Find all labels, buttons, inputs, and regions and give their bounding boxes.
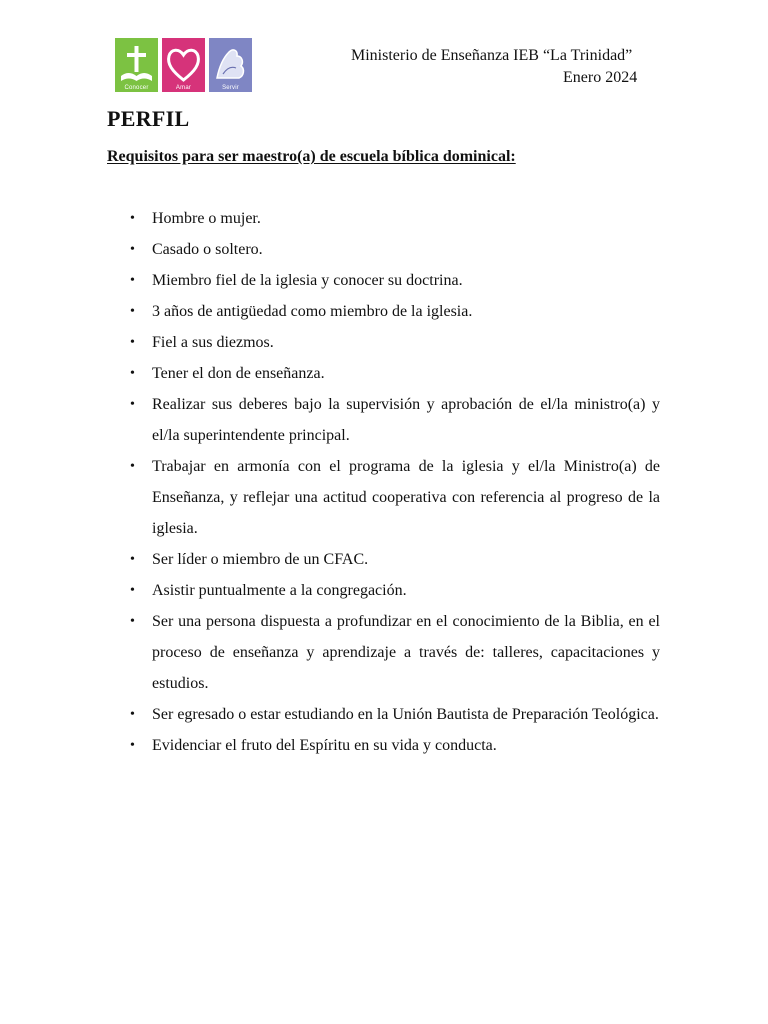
requirement-text: Fiel a sus diezmos. xyxy=(152,334,274,351)
list-item xyxy=(130,544,660,575)
cross-book-icon xyxy=(115,38,158,92)
requirements-list xyxy=(130,203,660,761)
list-item xyxy=(130,358,660,389)
list-item xyxy=(130,389,660,451)
ministry-logos xyxy=(115,38,252,92)
logo-label-amar: Amar xyxy=(175,85,192,91)
requirement-text: Miembro fiel de la iglesia y conocer su doctrina. xyxy=(152,272,463,289)
list-item xyxy=(130,704,660,725)
bullet: • xyxy=(130,707,135,722)
bullet: • xyxy=(130,366,135,381)
logo-servir xyxy=(209,38,252,92)
list-item xyxy=(130,296,660,327)
list-item xyxy=(130,234,660,265)
page-title: PERFIL xyxy=(107,106,190,131)
requirements-heading: Requisitos para ser maestro(a) de escuela bíblica dominical: xyxy=(107,148,516,165)
requirement-text: Realizar sus deberes bajo la supervisión y aprobación de el/la ministro(a) y el/la superintendente principal. xyxy=(152,396,660,444)
list-item xyxy=(130,327,660,358)
requirement-text: Evidenciar el fruto del Espíritu en su vida y conducta. xyxy=(152,737,497,754)
bullet: • xyxy=(130,583,135,598)
requirement-text: Ser líder o miembro de un CFAC. xyxy=(152,551,369,568)
requirement-text: Ser egresado o estar estudiando en la Unión Bautista de Preparación Teológica. xyxy=(152,706,659,723)
requirement-text: Trabajar en armonía con el programa de la iglesia y el/la Ministro(a) de Enseñanza, y reflejar una actitud cooperativa con referencia al progreso de la iglesia. xyxy=(152,458,660,537)
bullet: • xyxy=(130,738,135,753)
bullet: • xyxy=(130,459,135,474)
requirement-text: 3 años de antigüedad como miembro de la iglesia. xyxy=(152,303,473,320)
list-item xyxy=(130,730,660,761)
logo-label-conocer: Conocer xyxy=(124,85,149,91)
list-item xyxy=(130,265,660,296)
document-date: Enero 2024 xyxy=(563,69,638,86)
bullet: • xyxy=(130,335,135,350)
bullet: • xyxy=(130,242,135,257)
logo-amar xyxy=(162,38,205,92)
list-item xyxy=(130,575,660,606)
requirement-text: Hombre o mujer. xyxy=(152,210,261,227)
bullet: • xyxy=(130,614,135,629)
organization-name: Ministerio de Enseñanza IEB “La Trinidad” xyxy=(351,47,633,64)
hands-icon xyxy=(209,38,252,92)
list-item xyxy=(130,451,660,544)
bullet: • xyxy=(130,552,135,567)
list-item xyxy=(130,606,660,699)
list-item xyxy=(130,203,660,234)
bullet: • xyxy=(130,397,135,412)
requirement-text: Ser una persona dispuesta a profundizar en el conocimiento de la Biblia, en el proceso de enseñanza y aprendizaje a través de: talleres, capacitaciones y estudios. xyxy=(152,613,660,692)
heart-icon xyxy=(162,38,205,92)
requirement-text: Casado o soltero. xyxy=(152,241,263,258)
bullet: • xyxy=(130,211,135,226)
requirement-text: Asistir puntualmente a la congregación. xyxy=(152,582,407,599)
bullet: • xyxy=(130,304,135,319)
requirement-text: Tener el don de enseñanza. xyxy=(152,365,325,382)
logo-conocer xyxy=(115,38,158,92)
logo-label-servir: Servir xyxy=(222,85,239,91)
bullet: • xyxy=(130,273,135,288)
